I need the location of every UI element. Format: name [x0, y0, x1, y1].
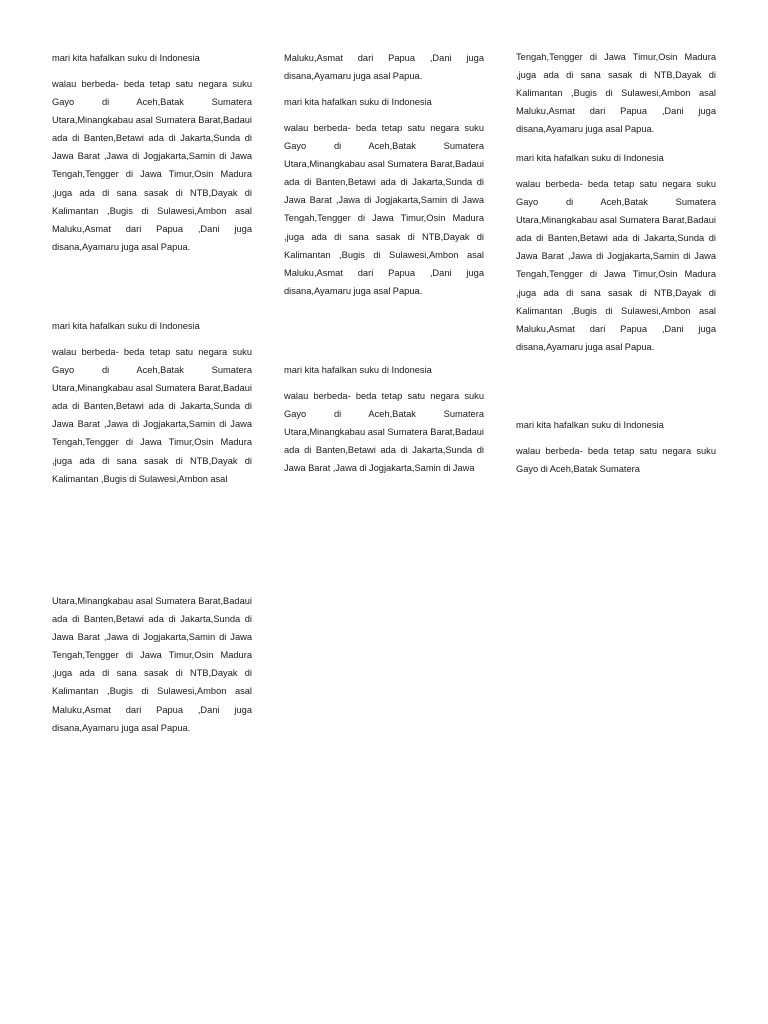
- section-paragraph: walau berbeda- beda tetap satu negara suku Gayo di Aceh,Batak Sumatera Utara,Minangkabau asal Sumatera Barat,Badaui ada di Banten,Betawi ada di Jakarta,Sunda di Jawa Barat ,Jawa di Jogjakarta,Samin di Jawa Tengah,Tengger di Jawa Timur,Osin Madura ,juga ada di sana sasak di NTB,Dayak di Kalimantan ,Bugis di Sulawesi,Ambon asal Maluku,Asmat dari Papua ,Dani juga disana,Ayamaru juga asal Papua.: [52, 79, 252, 252]
- section-paragraph: walau berbeda- beda tetap satu negara suku Gayo di Aceh,Batak Sumatera Utara,Minangkabau asal Sumatera Barat,Badaui ada di Banten,Betawi ada di Jakarta,Sunda di Jawa Barat ,Jawa di Jogjakarta,Samin di Jawa Tengah,Tengger di Jawa Timur,Osin Madura ,juga ada di sana sasak di NTB,Dayak di Kalimantan ,Bugis di Sulawesi,Ambon asal Maluku,Asmat dari Papua ,Dani juga disana,Ayamaru juga asal Papua.: [284, 123, 484, 296]
- section-paragraph: walau berbeda- beda tetap satu negara suku Gayo di Aceh,Batak Sumatera Utara,Minangkabau asal Sumatera Barat,Badaui ada di Banten,Betawi ada di Jakarta,Sunda di Jawa Barat ,Jawa di Jogjakarta,Samin di Jawa Tengah,Tengger di Jawa Timur,Osin Madura ,juga ada di sana sasak di NTB,Dayak di Kalimantan ,Bugis di Sulawesi,Ambon asal: [52, 347, 252, 484]
- col2-block-2: [284, 96, 484, 300]
- col3-block-2: [516, 152, 716, 356]
- section-title: mari kita hafalkan suku di Indonesia: [284, 365, 432, 375]
- section-paragraph: Tengah,Tengger di Jawa Timur,Osin Madura ,juga ada di sana sasak di NTB,Dayak di Kalimantan ,Bugis di Sulawesi,Ambon asal Maluku,Asmat dari Papua ,Dani juga disana,Ayamaru juga asal Papua.: [516, 52, 716, 135]
- col1-block-1: [52, 52, 252, 256]
- section-paragraph: walau berbeda- beda tetap satu negara suku Gayo di Aceh,Batak Sumatera Utara,Minangkabau asal Sumatera Barat,Badaui ada di Banten,Betawi ada di Jakarta,Sunda di Jawa Barat ,Jawa di Jogjakarta,Samin di Jawa: [284, 391, 484, 474]
- section-paragraph: Utara,Minangkabau asal Sumatera Barat,Badaui ada di Banten,Betawi ada di Jakarta,Sunda di Jawa Barat ,Jawa di Jogjakarta,Samin di Jawa Tengah,Tengger di Jawa Timur,Osin Madura ,juga ada di sana sasak di NTB,Dayak di Kalimantan ,Bugis di Sulawesi,Ambon asal Maluku,Asmat dari Papua ,Dani juga disana,Ayamaru juga asal Papua.: [52, 596, 252, 733]
- col2-block-1: [284, 49, 484, 85]
- section-title: mari kita hafalkan suku di Indonesia: [516, 420, 664, 430]
- col1-block-2: [52, 320, 252, 488]
- section-paragraph: Maluku,Asmat dari Papua ,Dani juga disana,Ayamaru juga asal Papua.: [284, 53, 484, 82]
- section-title: mari kita hafalkan suku di Indonesia: [516, 153, 664, 163]
- section-title: mari kita hafalkan suku di Indonesia: [52, 53, 200, 63]
- section-paragraph: walau berbeda- beda tetap satu negara suku Gayo di Aceh,Batak Sumatera Utara,Minangkabau asal Sumatera Barat,Badaui ada di Banten,Betawi ada di Jakarta,Sunda di Jawa Barat ,Jawa di Jogjakarta,Samin di Jawa Tengah,Tengger di Jawa Timur,Osin Madura ,juga ada di sana sasak di NTB,Dayak di Kalimantan ,Bugis di Sulawesi,Ambon asal Maluku,Asmat dari Papua ,Dani juga disana,Ayamaru juga asal Papua.: [516, 179, 716, 352]
- section-paragraph: walau berbeda- beda tetap satu negara suku Gayo di Aceh,Batak Sumatera: [516, 446, 716, 475]
- section-title: mari kita hafalkan suku di Indonesia: [52, 321, 200, 331]
- section-title: mari kita hafalkan suku di Indonesia: [284, 97, 432, 107]
- col3-block-1: [516, 48, 716, 138]
- col3-block-3: [516, 419, 716, 478]
- col2-block-3: [284, 364, 484, 477]
- col1-block-3: [52, 592, 252, 737]
